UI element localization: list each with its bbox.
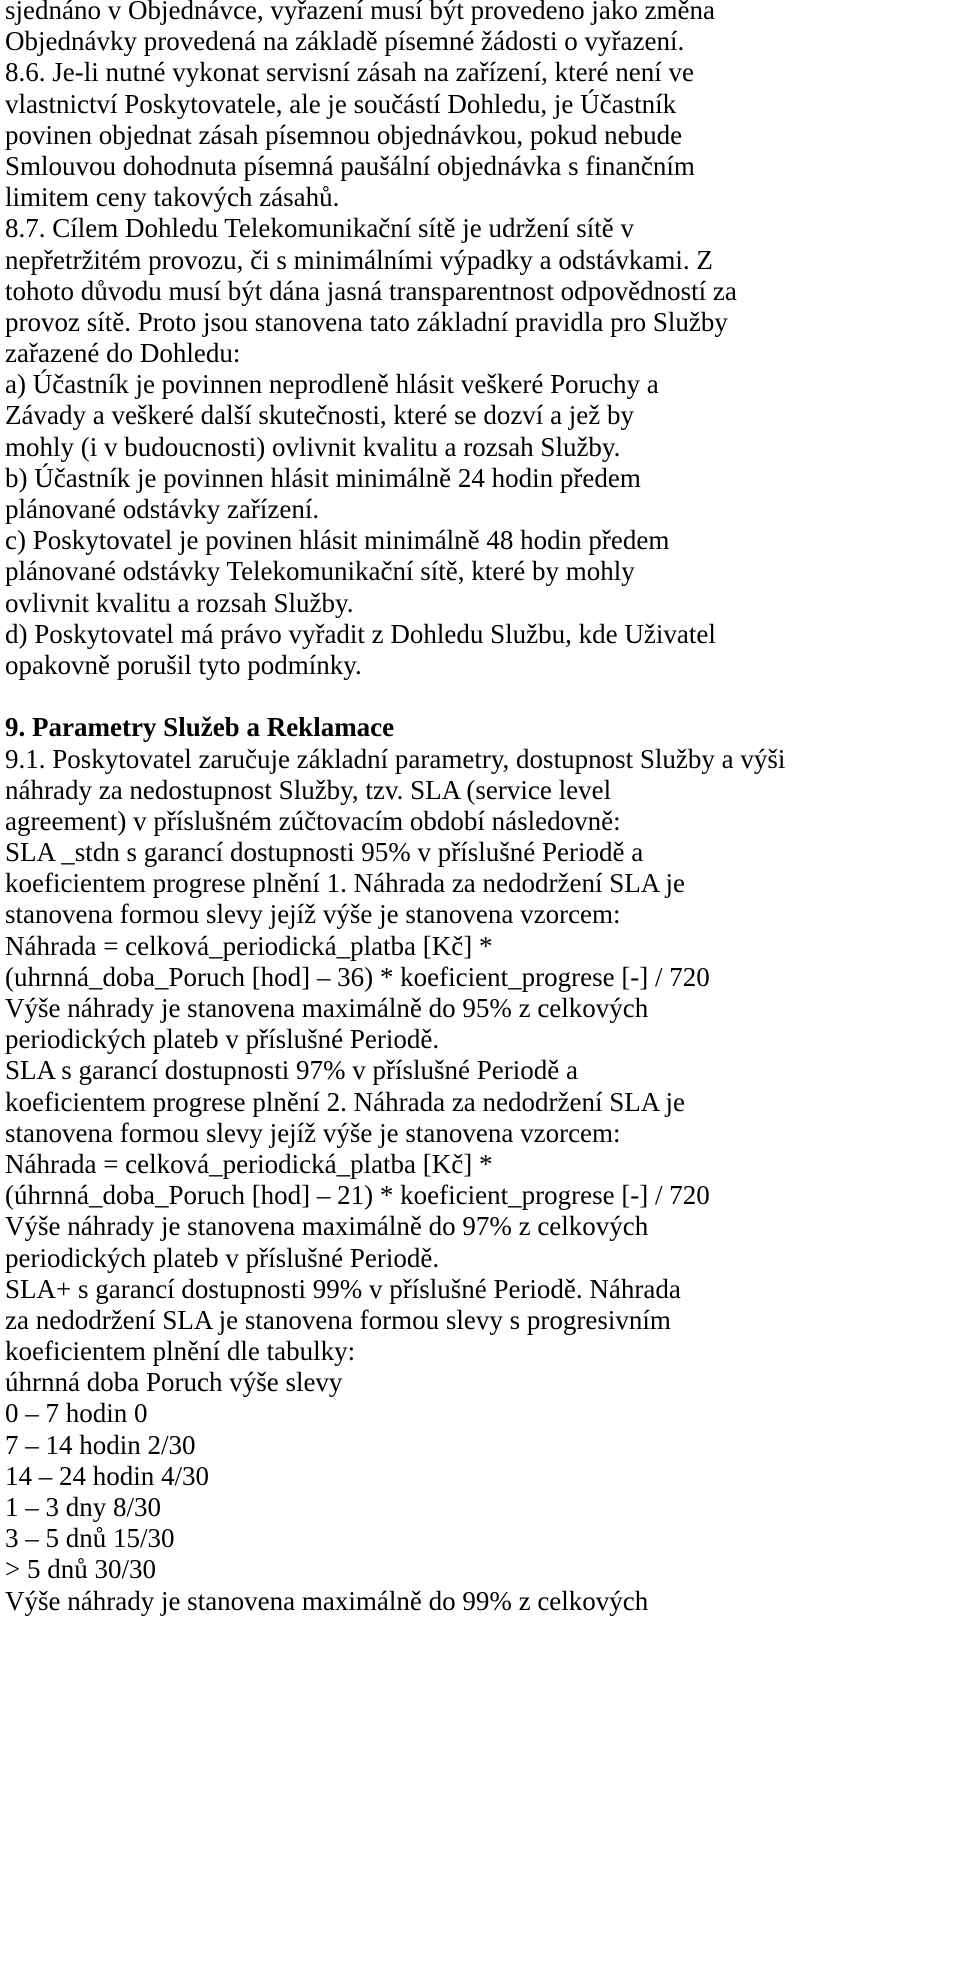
text-line: koeficientem progrese plnění 1. Náhrada za nedodržení SLA je [5, 868, 685, 899]
text-line: sjednáno v Objednávce, vyřazení musí být provedeno jako změna [5, 0, 716, 25]
text-line: limitem ceny takových zásahů. [5, 182, 340, 213]
text-line: c) Poskytovatel je povinen hlásit minimálně 48 hodin předem [5, 525, 670, 556]
text-line: b) Účastník je povinnen hlásit minimálně 24 hodin předem [5, 462, 641, 493]
text-line: za nedodržení SLA je stanovena formou slevy s progresivním [5, 1304, 671, 1335]
text-line: opakovně porušil tyto podmínky. [5, 649, 362, 680]
text-line: provoz sítě. Proto jsou stanovena tato základní pravidla pro Služby [5, 306, 728, 337]
text-line: plánované odstávky Telekomunikační sítě, které by mohly [5, 556, 635, 587]
text-line: 8.6. Je-li nutné vykonat servisní zásah na zařízení, které není ve [5, 57, 695, 88]
text-line: periodických plateb v příslušné Periodě. [5, 1024, 440, 1055]
text-line: Výše náhrady je stanovena maximálně do 99% z celkových [5, 1585, 649, 1616]
table-header-line: úhrnná doba Poruch výše slevy [5, 1367, 343, 1398]
text-line: koeficientem plnění dle tabulky: [5, 1336, 356, 1367]
text-line: (úhrnná_doba_Poruch [hod] – 21) * koeficient_progrese [-] / 720 [5, 1180, 710, 1211]
text-line: mohly (i v budoucnosti) ovlivnit kvalitu a rozsah Služby. [5, 431, 621, 462]
text-line: d) Poskytovatel má právo vyřadit z Dohledu Službu, kde Uživatel [5, 618, 716, 649]
text-line: tohoto důvodu musí být dána jasná transparentnost odpovědností za [5, 275, 737, 306]
text-line: stanovena formou slevy jejíž výše je stanovena vzorcem: [5, 1117, 621, 1148]
table-row-line: 1 – 3 dny 8/30 [5, 1492, 162, 1522]
table-row-line: > 5 dnů 30/30 [5, 1554, 156, 1585]
table-row-line: 14 – 24 hodin 4/30 [5, 1460, 210, 1491]
text-line: plánované odstávky zařízení. [5, 494, 320, 524]
table-row-line: 0 – 7 hodin 0 [5, 1398, 148, 1429]
text-line: vlastnictví Poskytovatele, ale je součástí Dohledu, je Účastník [5, 88, 677, 119]
text-line: (uhrnná_doba_Poruch [hod] – 36) * koeficient_progrese [-] / 720 [5, 961, 710, 992]
text-line: a) Účastník je povinnen neprodleně hlásit veškeré Poruchy a [5, 369, 659, 400]
text-line: 9.1. Poskytovatel zaručuje základní parametry, dostupnost Služby a výši [5, 743, 786, 774]
text-line: náhrady za nedostupnost Služby, tzv. SLA (service level [5, 774, 612, 805]
text-line: SLA+ s garancí dostupnosti 99% v příslušné Periodě. Náhrada [5, 1273, 681, 1304]
text-line: povinen objednat zásah písemnou objednávkou, pokud nebude [5, 119, 683, 150]
table-row-line: 7 – 14 hodin 2/30 [5, 1429, 196, 1460]
text-line: SLA _stdn s garancí dostupnosti 95% v příslušné Periodě a [5, 837, 644, 868]
text-line: Náhrada = celková_periodická_platba [Kč] * [5, 930, 493, 961]
text-line: 8.7. Cílem Dohledu Telekomunikační sítě je udržení sítě v [5, 213, 634, 244]
text-line: periodických plateb v příslušné Periodě. [5, 1242, 440, 1273]
text-line: Objednávky provedená na základě písemné žádosti o vyřazení. [5, 26, 685, 57]
text-line: ovlivnit kvalitu a rozsah Služby. [5, 587, 354, 618]
text-line: zařazené do Dohledu: [5, 338, 241, 369]
table-row-line: 3 – 5 dnů 15/30 [5, 1523, 175, 1554]
text-line: Výše náhrady je stanovena maximálně do 95% z celkových [5, 993, 649, 1023]
text-line: Náhrada = celková_periodická_platba [Kč] * [5, 1148, 493, 1179]
text-line: nepřetržitém provozu, či s minimálními výpadky a odstávkami. Z [5, 244, 713, 275]
text-line: koeficientem progrese plnění 2. Náhrada za nedodržení SLA je [5, 1086, 685, 1117]
text-line: stanovena formou slevy jejíž výše je stanovena vzorcem: [5, 899, 621, 930]
text-line: Závady a veškeré další skutečnosti, které se dozví a jež by [5, 400, 635, 431]
text-line: SLA s garancí dostupnosti 97% v příslušné Periodě a [5, 1055, 578, 1086]
section-heading: 9. Parametry Služeb a Reklamace [5, 712, 395, 743]
text-line: agreement) v příslušném zúčtovacím období následovně: [5, 805, 621, 836]
text-line: Smlouvou dohodnuta písemná paušální objednávka s finančním [5, 150, 695, 181]
text-line: Výše náhrady je stanovena maximálně do 97% z celkových [5, 1211, 649, 1242]
